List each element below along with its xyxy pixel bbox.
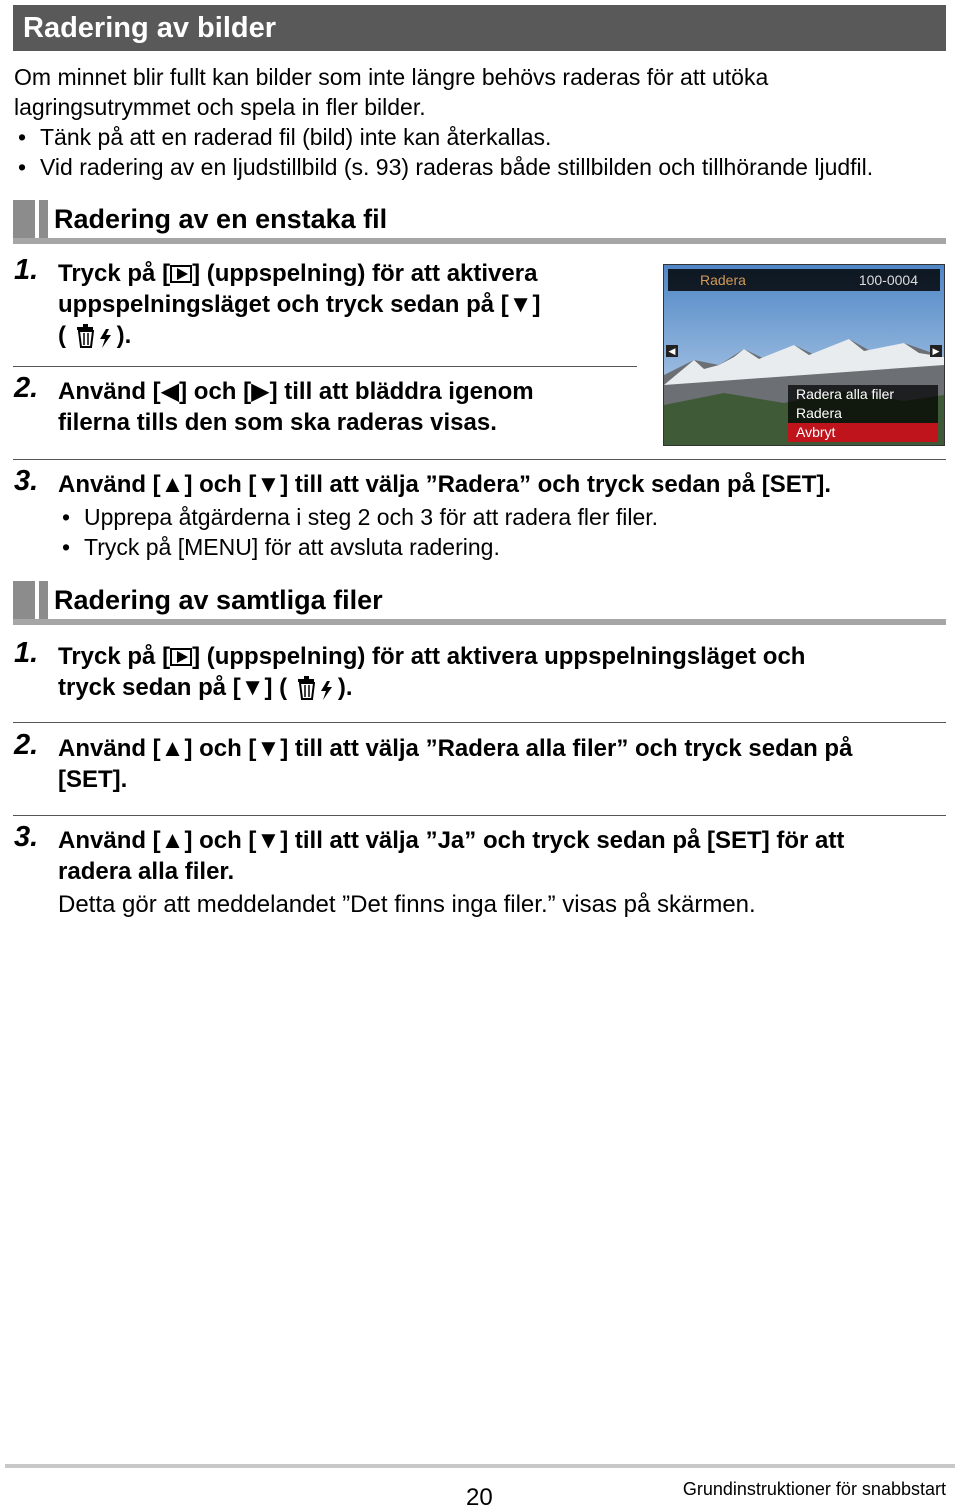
step-number: 3. (14, 465, 39, 497)
camera-title-bar (668, 269, 940, 291)
trash-icon (294, 673, 338, 701)
footer-caption: Grundinstruktioner för snabbstart (682, 1479, 946, 1499)
left-arrow-icon: ◀ (666, 345, 678, 357)
section-heading (13, 200, 946, 244)
down-arrow-icon: ▼ (256, 735, 281, 762)
down-arrow-icon: ▼ (240, 674, 265, 701)
bullet-glyph: • (18, 154, 27, 180)
step-number: 1. (14, 637, 39, 669)
up-arrow-icon: ▲ (160, 735, 185, 762)
divider (13, 366, 637, 367)
down-arrow-icon: ▼ (508, 291, 533, 318)
right-arrow-icon: ▶ (251, 378, 270, 405)
trash-icon (73, 321, 117, 349)
step-number: 1. (14, 254, 39, 286)
step-number: 3. (14, 821, 39, 853)
play-icon (170, 265, 192, 283)
intro-line: Om minnet blir fullt kan bilder som inte längre behövs raderas för att utöka (14, 64, 769, 90)
bullet-glyph: • (18, 124, 27, 150)
footer-rule (5, 1464, 955, 1468)
bullet-glyph: • (62, 534, 71, 560)
step-text: Använd [▲] och [▼] till att välja ”Ja” och tryck sedan på [SET] för att radera alla filer. (58, 827, 845, 885)
intro-line: lagringsutrymmet och spela in fler bilder. (14, 94, 426, 120)
down-arrow-icon: ▼ (256, 471, 281, 498)
heading-rule (13, 238, 946, 244)
menu-item: Radera (788, 404, 938, 423)
heading-rule (13, 619, 946, 625)
list-item (14, 152, 944, 182)
step-number: 2. (14, 729, 39, 761)
list-item: • Upprepa åtgärderna i steg 2 och 3 för att radera fler filer. (62, 504, 659, 530)
up-arrow-icon: ▲ (160, 827, 185, 854)
list-item: • Tryck på [MENU] för att avsluta radering. (62, 534, 500, 560)
bullet-text: Vid radering av en ljudstillbild (s. 93) raderas både stillbilden och tillhörande ljudfil. (40, 154, 874, 180)
bullet-glyph: • (62, 504, 71, 530)
step-text: Tryck på [ ] (uppspelning) för att aktivera uppspelningsläget och tryck sedan på [▼] ( ). (58, 260, 541, 349)
section-title: Radering av samtliga filer (54, 585, 383, 615)
section-heading (13, 581, 946, 625)
divider (13, 459, 946, 460)
step-text: Använd [▲] och [▼] till att välja ”Radera” och tryck sedan på [SET]. (58, 471, 832, 498)
step-text: Tryck på [ ] (uppspelning) för att aktivera uppspelningsläget och tryck sedan på [▼] ( ). (58, 643, 806, 701)
page-title: Radering av bilder (13, 5, 946, 51)
flash-icon (321, 681, 332, 700)
step-number: 2. (14, 372, 39, 404)
divider (13, 815, 946, 816)
menu-item: Radera alla filer (788, 385, 938, 404)
step-text: Använd [▲] och [▼] till att välja ”Radera alla filer” och tryck sedan på [SET]. (58, 735, 853, 793)
left-arrow-icon: ◀ (160, 378, 180, 405)
step-note: Detta gör att meddelandet ”Det finns inga filer.” visas på skärmen. (58, 891, 756, 918)
section-title: Radering av en enstaka fil (54, 204, 388, 234)
step-text: Använd [◀] och [▶] till att bläddra igenom filerna tills den som ska raderas visas. (58, 378, 534, 436)
camera-screen-image (663, 264, 945, 446)
camera-menu (788, 385, 938, 442)
page-number: 20 (466, 1484, 493, 1511)
intro-paragraph (14, 62, 944, 182)
down-arrow-icon: ▼ (256, 827, 281, 854)
divider (13, 722, 946, 723)
menu-item-selected: Avbryt (788, 423, 938, 442)
up-arrow-icon: ▲ (160, 471, 185, 498)
play-icon (170, 648, 192, 666)
flash-icon (100, 329, 111, 348)
bullet-text: Tänk på att en raderad fil (bild) inte kan återkallas. (40, 124, 552, 150)
file-number: 100-0004 (858, 272, 918, 288)
step-notes (58, 502, 938, 562)
right-arrow-icon: ▶ (930, 345, 942, 357)
list-item (14, 122, 944, 152)
camera-screen-title: Radera (700, 272, 746, 288)
